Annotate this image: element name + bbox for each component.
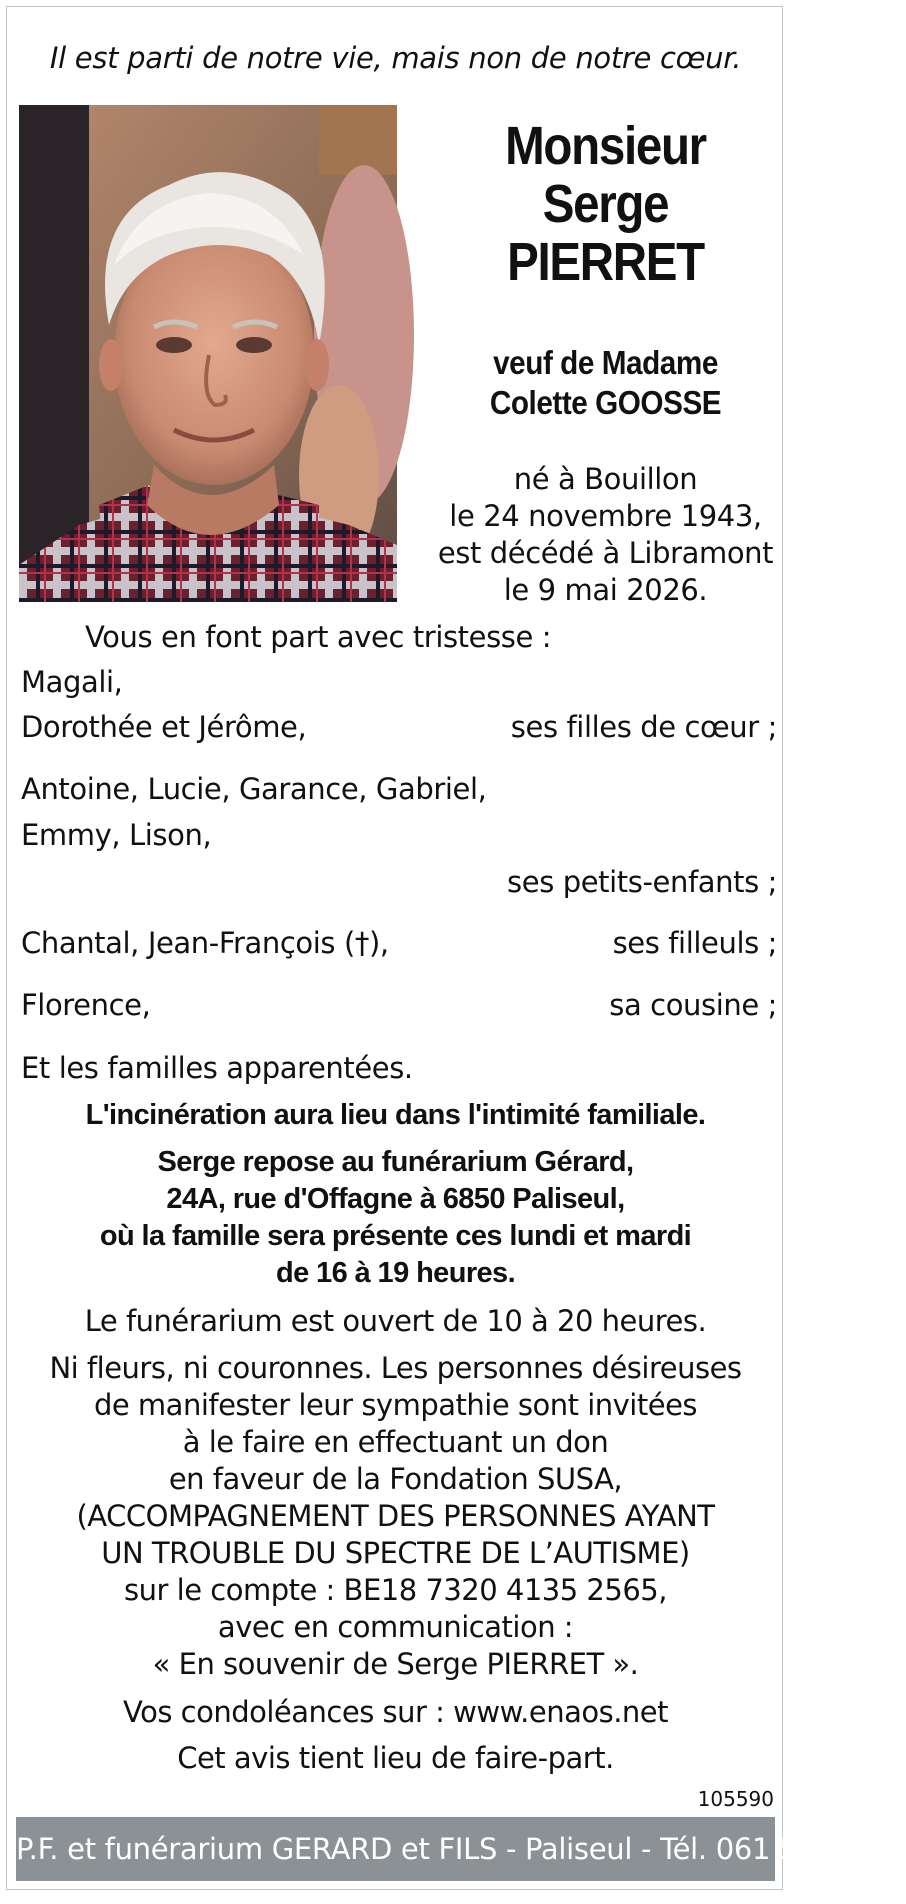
- family-godchildren: Chantal, Jean-François (†), ses filleuls ;: [21, 926, 777, 960]
- family-magali: Magali,: [21, 665, 123, 699]
- reference-number: 105590: [697, 1787, 774, 1811]
- family-grandchildren-2: Emmy, Lison,: [21, 818, 212, 852]
- family-daughters: Dorothée et Jérôme, ses filles de cœur ;: [21, 710, 777, 744]
- footer-banner: P.F. et funérarium GERARD et FILS - Paliseul - Tél. 061 53 32 84: [16, 1817, 775, 1881]
- motto: Il est parti de notre vie, mais non de notre cœur.: [49, 41, 742, 75]
- obituary-notice: Il est parti de notre vie, mais non de notre cœur. Monsieur Serge PIERRET veuf de Madame Colette GOOSSE né à Bouillon le 24 novembre 1943, est décédé à Libramont le 9 mai 2026. Vous en font part avec tristesse : Magali, Dorothée et Jérôme, ses filles de cœur ; Antoine, Lucie, Garance, Gabriel, Emmy, Lison, ses petits-enfants ; Chantal, Jean-François (†), ses filleuls ; Florence, sa cousine ; Et les familles apparentées. L'incinération aura lieu dans l'intimité familiale. Serge repose au funérarium Gérard, 24A, rue d'Offagne à 6850 Paliseul, où la famille sera présente ces lundi et mardi de 16 à 19 heures. Le funérarium est ouvert de 10 à 20 heures. Ni fleurs, ni couronnes. Les personnes désireuses de manifester leur sympathie sont invitées à le faire en effectuant un don en faveur de la Fondation SUSA, (ACCOMPAGNEMENT DES PERSONNES AYANT UN TROUBLE DU SPECTRE DE L’AUTISME) sur le compte : BE18 7320 4135 2565, avec en communication : « En souvenir de Serge PIERRET ». Vos condoléances sur : www.enaos.net Cet avis tient lieu de faire-part. 105590 P.F. et funérarium GERARD et FILS - Paliseul - Tél. 061 53 32 84: [6, 6, 783, 1890]
- cousin-role: sa cousine ;: [609, 988, 777, 1022]
- name-last: PIERRET: [507, 232, 704, 292]
- daughters-role: ses filles de cœur ;: [510, 710, 777, 744]
- opening-hours: Le funérarium est ouvert de 10 à 20 heures.: [84, 1304, 707, 1338]
- donation-info: Ni fleurs, ni couronnes. Les personnes désireuses de manifester leur sympathie sont invitées à le faire en effectuant un don en faveur de la Fondation SUSA, (ACCOMPAGNEMENT DES PERSONNES AYANT UN TROUBLE DU SPECTRE DE L’AUTISME) sur le compte : BE18 7320 4135 2565, avec en communication : « En souvenir de Serge PIERRET ».: [49, 1351, 742, 1681]
- family-grandchildren-1: Antoine, Lucie, Garance, Gabriel,: [21, 772, 487, 806]
- condolences-link[interactable]: Vos condoléances sur : www.enaos.net: [122, 1695, 669, 1729]
- notice-line: Cet avis tient lieu de faire-part.: [177, 1741, 614, 1775]
- intro-line: Vous en font part avec tristesse :: [85, 620, 552, 654]
- godchildren-role: ses filleuls ;: [612, 926, 777, 960]
- name-title: Monsieur: [505, 116, 706, 176]
- birth-death-info: né à Bouillon le 24 novembre 1943, est décédé à Libramont le 9 mai 2026.: [437, 462, 774, 607]
- family-cousin: Florence, sa cousine ;: [21, 988, 777, 1022]
- family-relatives: Et les familles apparentées.: [21, 1051, 413, 1085]
- name-first: Serge: [542, 174, 669, 234]
- funerarium-info: Serge repose au funérarium Gérard, 24A, rue d'Offagne à 6850 Paliseul, où la famille sera présente ces lundi et mardi de 16 à 19 heures.: [99, 1146, 692, 1289]
- deceased-name: [448, 117, 762, 291]
- incineration-notice: L'incinération aura lieu dans l'intimité familiale.: [85, 1099, 706, 1131]
- widow-of: veuf de Madame Colette GOOSSE: [489, 344, 722, 421]
- portrait-photo: [19, 105, 397, 602]
